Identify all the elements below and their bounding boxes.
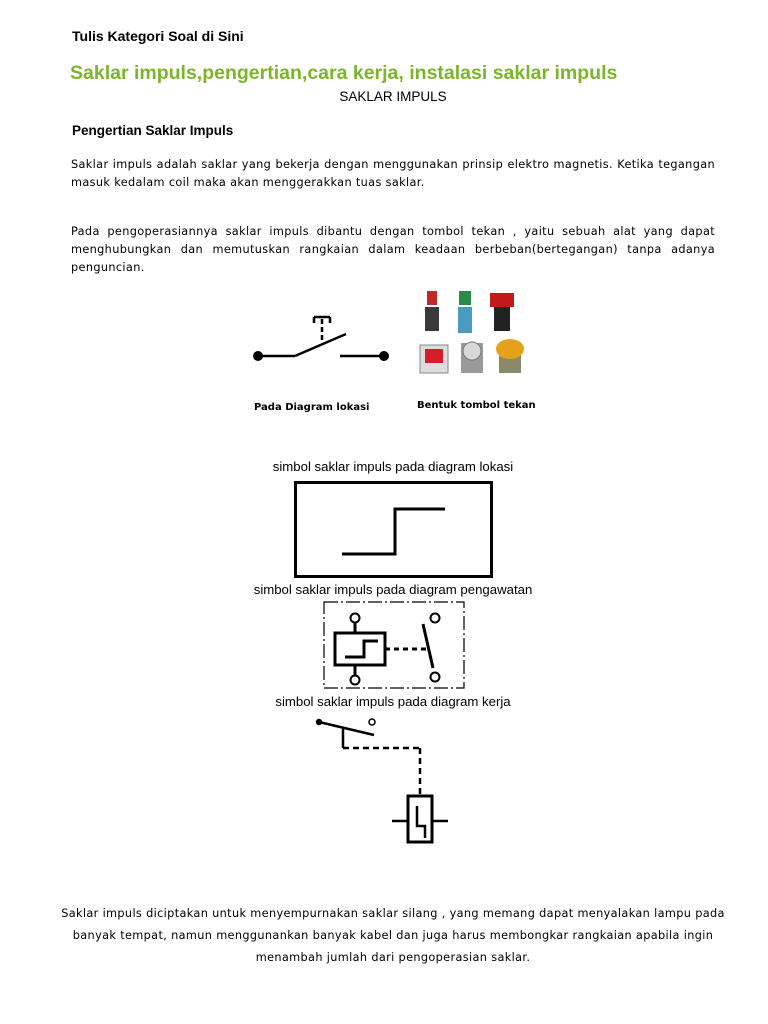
page-title: Saklar impuls,pengertian,cara kerja, instalasi saklar impuls <box>70 62 618 84</box>
subtitle: SAKLAR IMPULS <box>339 89 447 104</box>
caption-wiring-diagram: simbol saklar impuls pada diagram pengawatan <box>253 582 533 597</box>
wiring-diagram-symbol <box>320 599 468 696</box>
location-diagram-symbol <box>294 481 494 584</box>
push-button-symbol <box>253 317 389 361</box>
impulse-relay-wiring-symbol <box>320 599 468 691</box>
category-label: Tulis Kategori Soal di Sini <box>72 28 244 44</box>
push-button-photos <box>420 291 524 373</box>
impulse-work-symbol <box>310 714 455 849</box>
caption-location-diagram: simbol saklar impuls pada diagram lokasi <box>272 459 514 474</box>
work-diagram-symbol <box>310 714 455 854</box>
paragraph-operation: Pada pengoperasiannya saklar impuls dibantu dengan tombol tekan , yaitu sebuah alat yang dapat menghubungkan dan memutuskan rangkaian dalam keadaan berbeban(bertegangan) tanpa adanya penguncian. <box>71 225 715 274</box>
section-heading: Pengertian Saklar Impuls <box>72 123 234 138</box>
closing-paragraph: Saklar impuls diciptakan untuk menyempurnakan saklar silang , yang memang dapat menyalakan lampu pada banyak tempat, namun menggunankan banyak kabel dan juga harus membongkar rangkaian apabila ingin menambah jumlah dari pengoperasian saklar. <box>61 907 725 964</box>
paragraph-definition: Saklar impuls adalah saklar yang bekerja dengan menggunakan prinsip elektro magnetis. Ketika tegangan masuk kedalam coil maka akan menggerakkan tuas saklar. <box>71 158 715 189</box>
push-button-figure <box>240 283 550 418</box>
impulse-step-symbol <box>294 481 494 579</box>
figure-label-left: Pada Diagram lokasi <box>254 402 370 413</box>
push-button-symbol-and-photos <box>240 283 550 418</box>
caption-work-diagram: simbol saklar impuls pada diagram kerja <box>275 694 511 709</box>
figure-label-right: Bentuk tombol tekan <box>417 400 536 411</box>
